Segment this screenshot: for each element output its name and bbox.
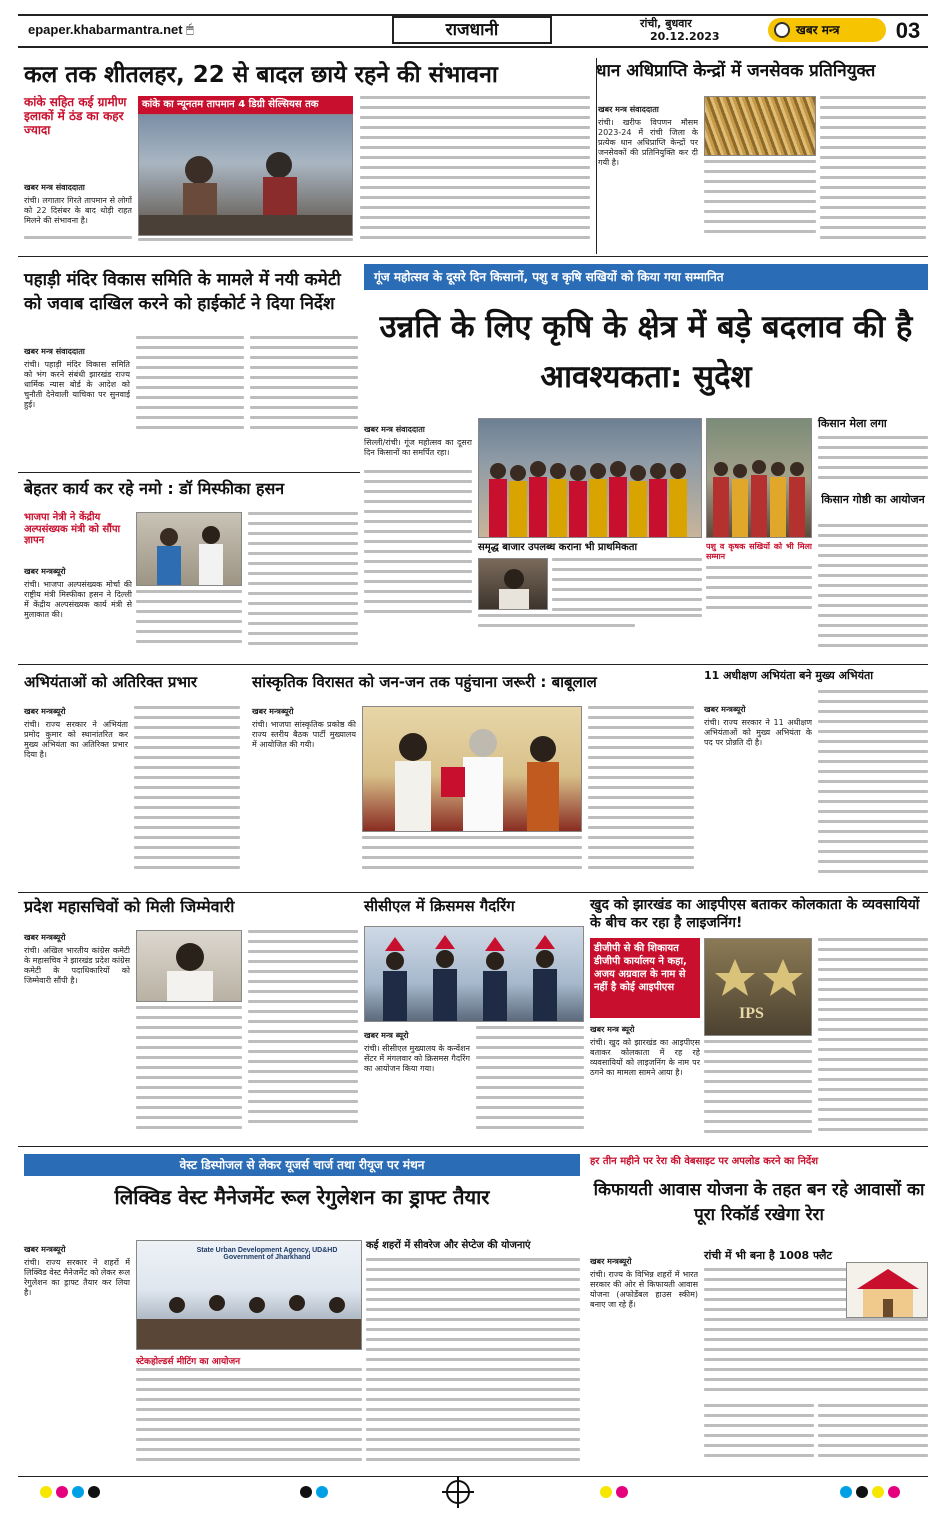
story3-column-text [136,336,244,440]
story11-column-text [704,1040,812,1138]
section-divider [18,892,928,893]
story7-photo[interactable] [362,706,582,832]
story9-column-text [248,930,358,1136]
story12-kicker: वेस्ट डिस्पोजल से लेकर यूजर्स चार्ज तथा रीयूज पर मंथन [24,1154,580,1176]
story7-column-text [362,836,582,880]
story1-column-text [138,238,353,248]
story1-subhead: कांके सहित कई ग्रामीण इलाकों में ठंड का कहर ज्यादा [24,95,127,137]
story7-column-text [588,706,694,882]
story6-column-text [134,706,240,882]
story5-column-text [248,512,358,652]
color-mark-yellow [600,1486,612,1498]
color-mark-yellow [872,1486,884,1498]
story1-column-text [360,96,590,248]
page-number: 03 [895,18,921,43]
story12-byline: खबर मन्त्रब्यूरो [24,1245,66,1254]
story9-column-text [136,1006,242,1136]
color-mark-yellow [40,1486,52,1498]
story12-photo-caption: स्टेकहोल्डर्स मीटिंग का आयोजन [136,1357,241,1367]
story5-lead: रांची। भाजपा अल्पसंख्यक मोर्चा की राष्ट्रीय मंत्री मिस्फीका हसन ने दिल्ली में केंद्रीय अल्पसंख्यक कार्य मंत्री से मुलाकात की। [24,580,132,619]
story9-photo[interactable] [136,930,242,1002]
color-mark-magenta [616,1486,628,1498]
speaker-image [479,559,548,610]
story3-lead: रांची। पहाड़ी मंदिर विकास समिति को भंग करने संबंधी झारखंड राज्य धार्मिक न्यास बोर्ड के आदेश को चुनौती देनेवाली याचिका पर सुनवाई हुई। [24,360,130,409]
story8-column-text [818,690,928,882]
story2-paddy-photo[interactable] [704,96,816,156]
color-mark-black [856,1486,868,1498]
story12-column-text [136,1368,362,1468]
site-url[interactable]: epaper.khabarmantra.net [28,22,183,37]
section-divider [18,256,928,257]
story12-meeting-photo[interactable] [136,1240,362,1350]
story7-headline[interactable]: सांस्कृतिक विरासत को जन-जन तक पहुंचाना जरूरी : बाबूलाल [252,673,597,691]
story11-lead: रांची। खुद को झारखंड का आइपीएस बताकर कोलकाता में रह रहे व्यवसायियों को लाइजनिंग के नाम पर ठगने का मामला सामने आया है। [590,1038,700,1077]
story12-subhead: कई शहरों में सीवरेज और सेप्टेज की योजनाएं [366,1240,531,1251]
story10-column-text [476,1026,584,1136]
color-mark-cyan [72,1486,84,1498]
story3-headline[interactable]: पहाड़ी मंदिर विकास समिति के मामले में नयी कमेटी को जवाब दाखिल करने को हाईकोर्ट ने दिया निर्देश [24,270,341,314]
color-mark-magenta [56,1486,68,1498]
story10-lead: रांची। सीसीएल मुख्यालय के कन्वेंशन सेंटर में मंगलवार को क्रिसमस गैदरिंग का आयोजन किया गया। [364,1044,470,1073]
story10-photo[interactable] [364,926,584,1022]
story7-byline: खबर मन्त्रब्यूरो [252,707,294,716]
cursor-icon: 🖱 [186,22,194,37]
story8-byline: खबर मन्त्रब्यूरो [704,705,746,714]
color-mark-cyan [840,1486,852,1498]
brand-icon [774,22,790,38]
story5-column-text [136,590,242,652]
felicitation-image [363,707,582,832]
story9-headline[interactable]: प्रदेश महासचिवों को मिली जिम्मेवारी [24,897,235,916]
story13-byline: खबर मन्त्रब्यूरो [590,1257,632,1266]
meeting-image [137,513,242,586]
story2-lead: रांची। खरीफ विपणन मौसम 2023-24 में रांची जिला के प्रत्येक धान अधिप्राप्ति केन्द्रों पर जनसेवकों की प्रतिनियुक्ति कर दी गयी है। [598,118,698,167]
story4-column-text [552,558,702,620]
story4-sub-farmer-fair: किसान मेला लगा [818,417,887,430]
ips-badge-text: IPS [739,1005,764,1022]
story11-complaint-box: डीजीपी से की शिकायत डीजीपी कार्यालय ने कहा, अजय अग्रवाल के नाम से नहीं है कोई आइपीएस [590,938,700,1018]
story2-headline[interactable]: धान अधिप्राप्ति केन्द्रों में जनसेवक प्रतिनियुक्त [596,61,876,81]
story13-house-photo[interactable] [846,1262,928,1318]
story5-byline: खबर मन्त्रब्यूरो [24,567,66,576]
story4-headline[interactable]: उन्नति के लिए कृषि के क्षेत्र में बड़े बदलाव की है आवश्यकता: सुदेश [379,309,913,395]
footer-rule [18,1476,928,1477]
sakhi-group-image [707,419,812,538]
story13-column-text [818,1404,928,1468]
story4-photo-caption: पशु व कृषक सखियों को भी मिला सम्मान [706,542,812,561]
story6-headline[interactable]: अभियंताओं को अतिरिक्त प्रभार [24,673,198,691]
story4-group-photo[interactable] [478,418,702,538]
brand-logo: खबर मन्त्र [768,18,886,42]
story8-lead: रांची। राज्य सरकार ने 11 अधीक्षण अभियंताओं को मुख्य अभियंता के पद पर प्रोन्नति दी है। [704,718,812,747]
color-mark-magenta [888,1486,900,1498]
christmas-gathering-image [365,927,584,1022]
registration-target-icon [446,1480,470,1504]
story6-byline: खबर मन्त्रब्यूरो [24,707,66,716]
registration-target-v [457,1476,459,1508]
dateline-place: रांची, बुधवार [640,17,692,30]
portrait-image [137,931,242,1002]
story4-speaker-photo[interactable] [478,558,548,610]
story8-headline[interactable]: 11 अधीक्षण अभियंता बने मुख्य अभियंता [704,669,874,682]
story2-column-text [704,160,816,248]
story9-byline: खबर मन्त्रब्यूरो [24,933,66,942]
story13-headline[interactable]: किफायती आवास योजना के तहत बन रहे आवासों का पूरा रिकॉर्ड रखेगा रेरा [593,1180,925,1225]
meeting-banner-text: State Urban Development Agency, UD&HD Government of Jharkhand [196,1247,338,1261]
story4-column-text [818,524,928,658]
people-in-cold-image [139,115,353,236]
column-divider [596,58,597,254]
section-title: राजधानी [392,16,552,44]
story5-photo[interactable] [136,512,242,586]
story4-kicker: गूंज महोत्सव के दूसरे दिन किसानों, पशु व कृषि सखियों को किया गया सम्मानित [364,264,928,290]
story1-column-text [24,236,132,246]
story4-sub-seminar: किसान गोष्ठी का आयोजन [821,493,925,506]
story3-byline: खबर मन्त्र संवाददाता [24,347,85,356]
color-mark-black [88,1486,100,1498]
story4-column-text [706,566,812,620]
story11-column-text [818,938,928,1138]
color-mark-black [300,1486,312,1498]
story13-subhead: रांची में भी बना है 1008 फ्लैट [704,1249,833,1262]
story12-lead: रांची। राज्य सरकार ने शहरों में लिक्विड वेस्ट मैनेजमेंट को लेकर रूल रेगुलेशन का ड्राफ्ट तैयार कर लिया है। [24,1258,130,1297]
story1-headline[interactable]: कल तक शीतलहर, 22 से बादल छाये रहने की संभावना [24,62,498,88]
story4-byline: खबर मन्त्र संवाददाता [364,425,425,434]
story13-lead: रांची। राज्य के विभिन्न शहरों में भारत सरकार की ओर से किफायती आवास योजना (अफोर्डेबल हाउस स्कीम) बनाए जा रहे हैं। [590,1270,698,1309]
story1-byline: खबर मन्त्र संवाददाता [24,183,85,192]
story1-lead: रांची। लगातार गिरते तापमान से लोगों को 22 दिसंबर के बाद थोड़ी राहत मिलने की संभावना है। [24,196,132,225]
story4-lead: सिल्ली/रांची। गूंज महोत्सव का दूसरा दिन किसानों का समर्पित रहा। [364,438,472,457]
dateline-date: 20.12.2023 [650,30,720,43]
story13-column-text [704,1404,814,1468]
story6-lead: रांची। राज्य सरकार ने अभियंता प्रमोद कुमार को स्थानांतरित कर मुख्य अभियंता का अतिरिक्त प्रभार दिया है। [24,720,128,759]
story11-byline: खबर मन्त्र ब्यूरो [590,1025,635,1034]
story11-badge-photo[interactable] [704,938,812,1036]
story11-headline[interactable]: खुद को झारखंड का आइपीएस बताकर कोलकाता के व्यवसायियों के बीच कर रहा है लाइजनिंग! [590,897,920,931]
story4-sakhi-photo[interactable] [706,418,812,538]
story12-headline[interactable]: लिक्विड वेस्ट मैनेजमेंट रूल रेगुलेशन का ड्राफ्ट तैयार [114,1185,490,1209]
story5-headline[interactable]: बेहतर कार्य कर रहे नमो : डॉ मिस्फीका हसन [24,479,285,498]
story1-photo-caption: कांके का न्यूनतम तापमान 4 डिग्री सेल्सियस तक [138,96,353,114]
story3-column-text [250,336,358,440]
house-image [847,1263,928,1318]
color-mark-cyan [316,1486,328,1498]
story12-column-text [366,1258,580,1468]
story4-market-subhead: समृद्ध बाजार उपलब्ध कराना भी प्राथमिकता [478,542,638,553]
story4-column-text [364,470,472,620]
story2-byline: खबर मन्त्र संवाददाता [598,105,659,114]
story7-lead: रांची। भाजपा सांस्कृतिक प्रकोष्ठ की राज्य स्तरीय बैठक पार्टी मुख्यालय में आयोजित की गयी। [252,720,356,749]
story10-headline[interactable]: सीसीएल में क्रिसमस गैदरिंग [364,897,515,915]
story10-byline: खबर मन्त्र ब्यूरो [364,1031,409,1040]
honorees-group-image [479,419,702,538]
story4-column-text [818,436,928,488]
story9-lead: रांची। अखिल भारतीय कांग्रेस कमेटी के महासचिव ने झारखंड प्रदेश कांग्रेस कमेटी के पदाधिकारियों को जिम्मेवारी सौंपी है। [24,946,130,985]
story5-subhead: भाजपा नेत्री ने केंद्रीय अल्पसंख्यक मंत्री को सौंपा ज्ञापन [24,512,121,546]
story2-column-text [820,96,926,248]
section-divider [18,664,928,665]
story13-kicker: हर तीन महीने पर रेरा की वेबसाइट पर अपलोड करने का निर्देश [590,1156,818,1167]
section-divider [18,1146,928,1147]
story4-column-text [478,614,702,634]
section-divider [18,472,360,473]
story1-photo[interactable] [138,114,353,236]
